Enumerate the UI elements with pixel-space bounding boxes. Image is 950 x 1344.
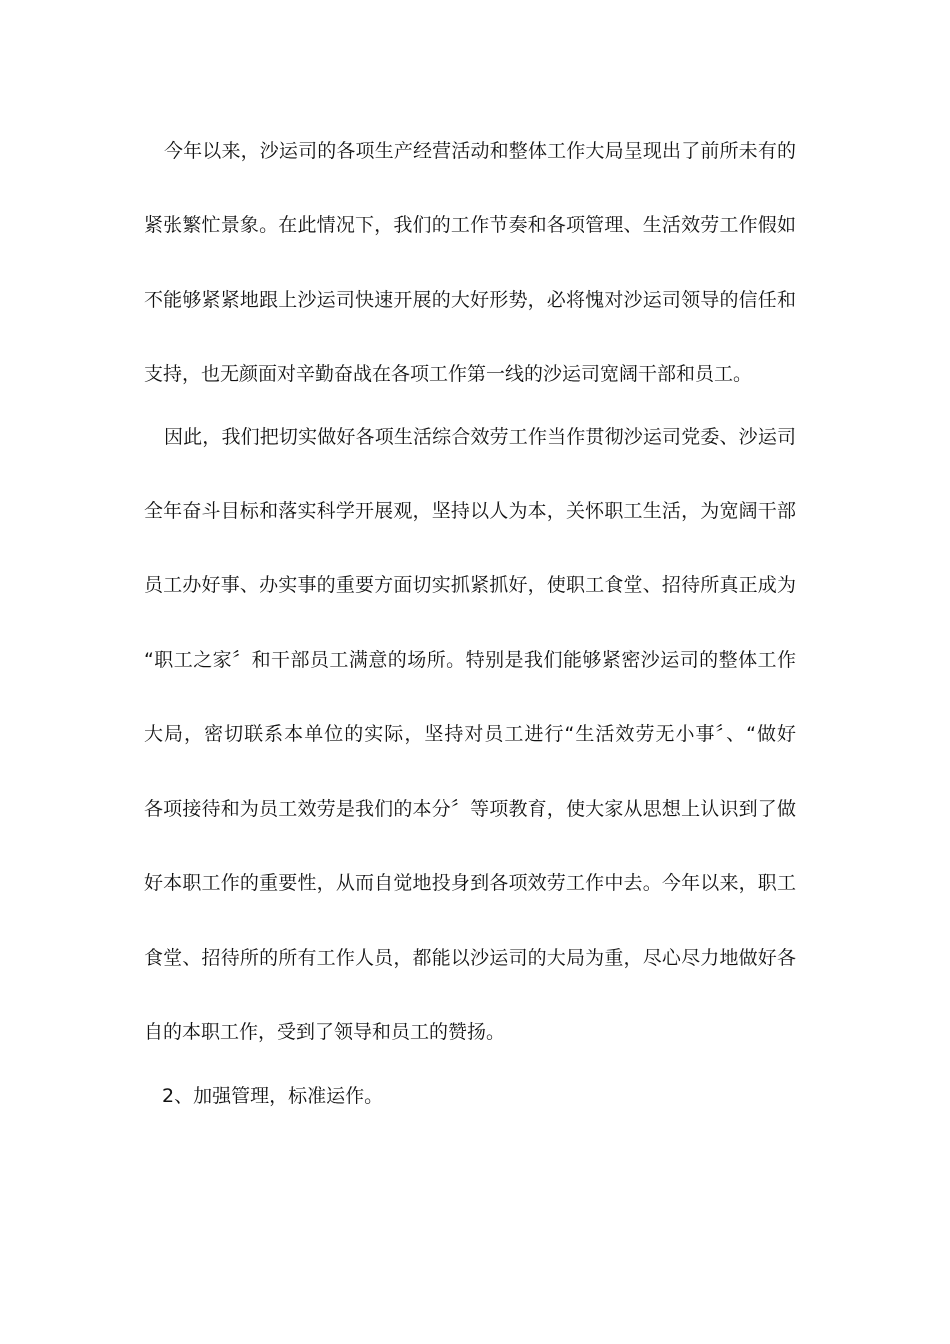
paragraph-1-line-3: 不能够紧紧地跟上沙运司快速开展的大好形势，必将愧对沙运司领导的信任和 <box>144 289 796 311</box>
paragraph-2-line-9: 自的本职工作，受到了领导和员工的赞扬。 <box>144 1021 506 1043</box>
paragraph-1-line-2: 紧张繁忙景象。在此情况下，我们的工作节奏和各项管理、生活效劳工作假如 <box>144 214 796 236</box>
paragraph-2-line-1: 因此，我们把切实做好各项生活综合效劳工作当作贯彻沙运司党委、沙运司 <box>164 426 796 448</box>
paragraph-2-line-6: 各项接待和为员工效劳是我们的本分〞等项教育，使大家从思想上认识到了做 <box>144 798 796 820</box>
paragraph-2-line-8: 食堂、招待所的所有工作人员，都能以沙运司的大局为重，尽心尽力地做好各 <box>144 947 796 969</box>
section-heading: 2、加强管理，标准运作。 <box>162 1085 384 1107</box>
paragraph-2-line-7: 好本职工作的重要性，从而自觉地投身到各项效劳工作中去。今年以来，职工 <box>144 872 796 894</box>
paragraph-2-line-2: 全年奋斗目标和落实科学开展观，坚持以人为本，关怀职工生活，为宽阔干部 <box>144 500 796 522</box>
paragraph-2-line-3: 员工办好事、办实事的重要方面切实抓紧抓好，使职工食堂、招待所真正成为 <box>144 574 796 596</box>
paragraph-2-line-4: “职工之家〞和干部员工满意的场所。特别是我们能够紧密沙运司的整体工作 <box>144 649 796 671</box>
paragraph-1-line-4: 支持，也无颜面对辛勤奋战在各项工作第一线的沙运司宽阔干部和员工。 <box>144 363 753 385</box>
paragraph-2-line-5: 大局，密切联系本单位的实际，坚持对员工进行“生活效劳无小事〞、“做好 <box>144 723 796 745</box>
paragraph-1-line-1: 今年以来，沙运司的各项生产经营活动和整体工作大局呈现出了前所未有的 <box>164 140 796 162</box>
